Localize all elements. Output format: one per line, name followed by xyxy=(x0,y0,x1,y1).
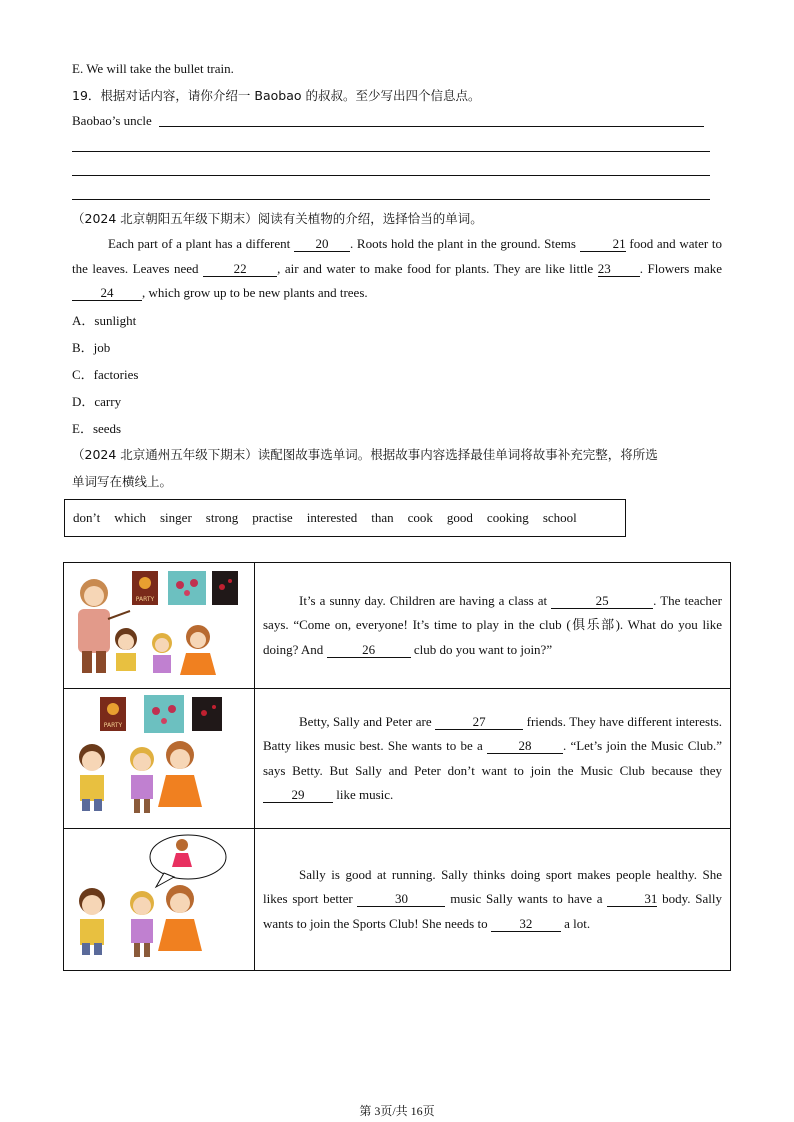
poster-flowers-icon xyxy=(168,571,206,605)
blank-31[interactable]: 31 xyxy=(607,892,657,907)
word-bank xyxy=(64,499,626,537)
word-dont: don’t xyxy=(73,510,101,525)
blank-24[interactable]: 24 xyxy=(72,286,142,301)
answer-line-3[interactable] xyxy=(72,175,710,176)
poster-dark-icon xyxy=(192,697,222,731)
word-singer: singer xyxy=(160,510,192,525)
word-cooking: cooking xyxy=(486,510,529,525)
page-footer: 第 3页/共 16页 xyxy=(359,1104,435,1118)
answer-line-4[interactable] xyxy=(72,199,710,200)
blank-25[interactable]: 25 xyxy=(551,594,653,609)
word-good: good xyxy=(446,510,473,525)
option-b: B．job xyxy=(72,340,111,355)
blank-27[interactable]: 27 xyxy=(435,715,523,730)
blank-22[interactable]: 22 xyxy=(203,262,277,277)
word-strong: strong xyxy=(205,510,239,525)
panel2-text: Betty, Sally and Peter are 27 friends. They have different interests. Batty likes music best. She wants to be a 28 . “Let’s join the Music Club.” says Betty. But Sally and Peter don’t want to join the Music Club because they 29 like music. xyxy=(255,689,731,829)
story-row-2 xyxy=(64,689,731,829)
blank-23[interactable]: 23 xyxy=(598,262,640,277)
story-row-1 xyxy=(64,563,731,689)
word-than: than xyxy=(371,510,394,525)
friends-posters-image xyxy=(64,689,254,824)
plants-passage: Each part of a plant has a different 20 . Roots hold the plant in the ground. Stems 21 food and water to the leaves. Leaves need 22 , air and water to make food for plants. They are like little 23 . Flowers make 24 , which grow up to be new plants and trees. xyxy=(72,236,723,300)
word-school: school xyxy=(542,510,577,525)
story-heading-1: （2024 北京通州五年级下期末）读配图故事选单词。根据故事内容选择最佳单词将故事补充完整，将所选 xyxy=(72,447,658,462)
q19-question: 19．根据对话内容，请你介绍一 Baobao 的叔叔。至少写出四个信息点。 xyxy=(72,88,481,103)
option-e2: E．seeds xyxy=(72,421,122,436)
blank-32[interactable]: 32 xyxy=(491,917,561,932)
friends-thinking-image xyxy=(64,829,254,966)
blank-20[interactable]: 20 xyxy=(294,237,350,252)
word-which: which xyxy=(114,510,146,525)
story-table xyxy=(63,562,731,971)
blank-28[interactable]: 28 xyxy=(487,739,563,754)
panel1-illustration xyxy=(64,563,255,689)
option-c: C．factories xyxy=(72,367,139,382)
plants-heading: （2024 北京朝阳五年级下期末）阅读有关植物的介绍，选择恰当的单词。 xyxy=(72,211,483,226)
option-d: D．carry xyxy=(72,394,122,409)
poster-flowers-icon xyxy=(144,695,184,733)
blank-21[interactable]: 21 xyxy=(580,237,626,252)
word-interested: interested xyxy=(306,510,358,525)
story-heading-2: 单词写在横线上。 xyxy=(72,474,173,489)
blank-26[interactable]: 26 xyxy=(327,643,411,658)
panel3-illustration xyxy=(64,829,255,971)
poster-dark-icon xyxy=(212,571,238,605)
answer-line-1[interactable] xyxy=(159,126,704,127)
panel2-illustration xyxy=(64,689,255,829)
teacher-children-image xyxy=(64,563,254,684)
word-practise: practise xyxy=(252,510,293,525)
svg-text:PARTY: PARTY xyxy=(103,722,123,729)
blank-30[interactable]: 30 xyxy=(357,892,445,907)
option-e: E. We will take the bullet train. xyxy=(72,61,234,76)
panel1-text: It’s a sunny day. Children are having a class at 25 . The teacher says. “Come on, everyone! It’s time to play in the club (俱乐部). What do you like doing? And 26 club do you want to join?” xyxy=(255,563,731,689)
svg-text:PARTY: PARTY xyxy=(135,596,155,603)
answer-line-2[interactable] xyxy=(72,151,710,152)
word-cook: cook xyxy=(407,510,433,525)
option-a: A．sunlight xyxy=(72,313,137,328)
q19-lead: Baobao’s uncle xyxy=(72,113,152,128)
story-row-3 xyxy=(64,829,731,971)
blank-29[interactable]: 29 xyxy=(263,788,333,803)
panel3-text: Sally is good at running. Sally thinks doing sport makes people healthy. She likes sport better 30 music Sally wants to have a 31 body. Sally wants to join the Sports Club! She needs to 32 a lot. xyxy=(255,829,731,971)
